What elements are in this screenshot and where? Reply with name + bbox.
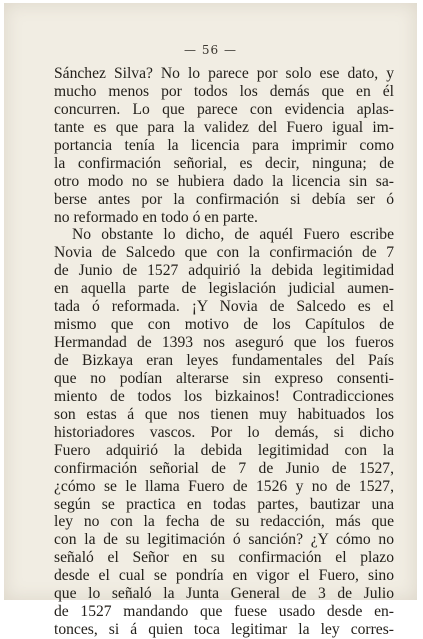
text-line: son estas á que nos tienen muy habituados los [54,405,394,423]
text-line: desde el cual se pondría en vigor el Fuero, sino [54,567,394,585]
text-line: No obstante lo dicho, de aquél Fuero escribe [72,226,394,244]
text-line: con la de su legitimación ó sanción? ¿Y cómo no [54,531,394,549]
text-line: tada ó reformada. ¡Y Novia de Salcedo es el [54,298,394,316]
text-line: historiadores vascos. Por lo demás, si dicho [54,423,394,441]
text-line: berse antes por la confirmación si debía ser ó [54,190,394,208]
text-line: concurren. Lo que parece con evidencia aplas- [54,100,394,118]
text-line: confirmación señorial de 7 de Junio de 1527, [54,459,394,477]
text-line: portancia tenía la licencia para imprimir como [54,136,394,154]
book-page [4,3,417,639]
text-line: señaló el Señor en su confirmación el plazo [54,549,394,567]
text-line: Fuero adquirió la debida legitimidad con la [54,441,394,459]
text-line: de Junio de 1527 adquirió la debida legitimidad [54,262,394,280]
text-line: tante es que para la validez del Fuero igual im- [54,118,394,136]
text-line: miento de todos los bizkainos! Contradicciones [54,387,394,405]
text-line: que no podían alterarse sin expreso consenti- [54,369,394,387]
text-line: en aquella parte de legislación judicial aumen- [54,280,394,298]
text-line: tonces, si á quien toca legitimar la ley corres- [54,621,394,639]
text-line: Novia de Salcedo que con la confirmación de 7 [54,244,394,262]
text-line: no reformado en todo ó en parte. [54,208,258,226]
text-line: ¿cómo se le llama Fuero de 1526 y no de 1527, [54,477,394,495]
text-line: ley no con la fecha de su redacción, más que [54,513,394,531]
text-line: otro modo no se hubiera dado la licencia sin sa- [54,172,394,190]
text-line: la confirmación señorial, es decir, ninguna; de [54,154,394,172]
text-line: que lo señaló la Junta General de 3 de Julio [54,585,394,603]
text-line: Hermandad de 1393 nos aseguró que los fueros [54,334,394,352]
text-line: según se practica en todas partes, bautizar una [54,495,394,513]
text-line: Sánchez Silva? No lo parece por solo ese dato, y [54,65,394,82]
text-line: mucho menos por todos los demás que en él [54,82,394,100]
text-line: de Bizkaya eran leyes fundamentales del País [54,352,394,369]
text-line: mismo que con motivo de los Capítulos de [54,316,394,334]
text-line: de 1527 mandando que fuese usado desde en- [54,603,394,621]
page-number: — 56 — [184,43,237,57]
body-text [54,65,394,639]
